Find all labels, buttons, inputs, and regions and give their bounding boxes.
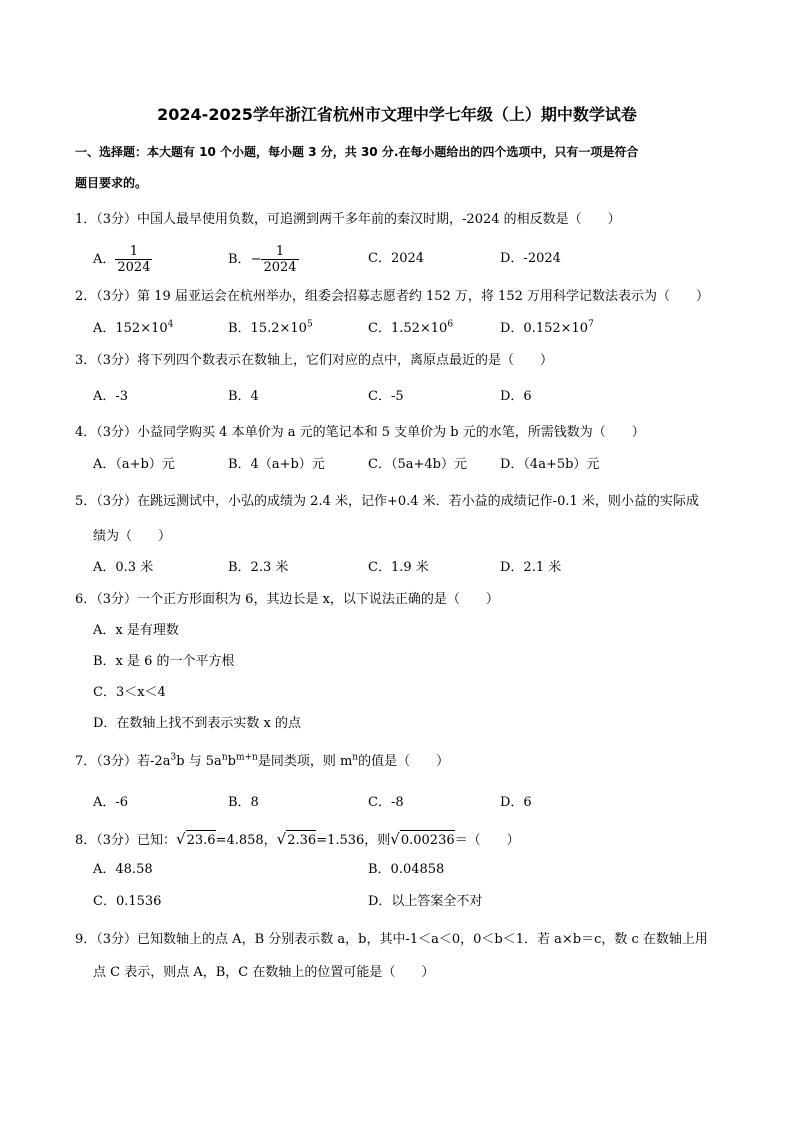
question-3-option-c: C．-5	[368, 389, 404, 404]
fraction: $\frac{1}{2024}$	[263, 244, 297, 275]
radical-sign: √	[390, 830, 400, 848]
question-9-stem-line2: 点 C 表示，则点 A，B，C 在数轴上的位置可能是（ ）	[93, 965, 435, 980]
radical-sign: √	[276, 830, 287, 848]
question-8-option-a: A．48.58	[93, 862, 153, 877]
radicand: 2.36	[286, 830, 316, 851]
question-1-option-b: B．− $\frac{1}{2024}$	[228, 244, 297, 275]
question-3-option-a: A．-3	[93, 389, 129, 404]
question-8-option-d: D．以上答案全不对	[368, 894, 483, 909]
question-7-option-b: B．8	[228, 795, 259, 810]
question-8-option-b: B．0.04858	[368, 862, 445, 877]
question-7-stem: 7．（3分）若$-2a^3b$ 与 $5a^nb^{m+n}$是同类项，则 $m^n$的值是（ ）	[75, 752, 450, 769]
question-4-option-c: C．（5a+4b）元	[368, 457, 467, 472]
question-3-option-d: D．6	[500, 389, 532, 404]
question-5-option-a: A．0.3 米	[93, 560, 154, 575]
section-heading-line1: 一、选择题：本大题有 10 个小题，每小题 3 分，共 30 分.在每小题给出的四个选项中，只有一项是符合	[75, 145, 639, 159]
question-6-stem: 6．（3分）一个正方形面积为 6，其边长是 x，以下说法正确的是（ ）	[75, 592, 499, 607]
radical-sign: √	[176, 830, 186, 848]
question-4-option-d: D．（4a+5b）元	[500, 457, 600, 472]
question-2-option-c: C．$1.52\times 10^6$	[368, 319, 454, 336]
question-7-option-c: C．-8	[368, 795, 404, 810]
question-2-option-d: D．$0.152\times 10^7$	[500, 319, 594, 336]
question-8-stem: 8．（3分）已知：√23.6=4.858，√2.36=1.536，则√0.00236＝（ ）	[75, 829, 725, 851]
question-5-option-d: D．2.1 米	[500, 560, 562, 575]
question-2-stem: 2．（3分）第 19 届亚运会在杭州举办，组委会招募志愿者约 152 万，将 152 万用科学记数法表示为（ ）	[75, 289, 710, 304]
exam-title: 2024-2025学年浙江省杭州市文理中学七年级（上）期中数学试卷	[157, 105, 637, 124]
question-9-stem-line1: 9．（3分）已知数轴上的点 A，B 分别表示数 a，b，其中-1＜a＜0，0＜b＜1．若 a×b＝c，数 c 在数轴上用	[75, 932, 708, 947]
question-2-option-b: B．$15.2\times 10^5$	[228, 319, 313, 336]
question-2-option-a: A．$152\times 10^4$	[93, 319, 174, 336]
radicand: 23.6	[186, 830, 216, 851]
question-6-option-d: D．在数轴上找不到表示实数 x 的点	[93, 716, 302, 731]
question-8-option-c: C．0.1536	[93, 894, 162, 909]
question-7-option-d: D．6	[500, 795, 532, 810]
question-5-stem-line2: 绩为（ ）	[93, 529, 172, 544]
question-7-option-a: A．-6	[93, 795, 129, 810]
question-6-option-b: B．x 是 6 的一个平方根	[93, 654, 235, 669]
question-3-stem: 3．（3分）将下列四个数表示在数轴上，它们对应的点中，离原点最近的是（ ）	[75, 353, 554, 368]
question-6-option-a: A．x 是有理数	[93, 623, 179, 638]
question-5-option-c: C．1.9 米	[368, 560, 429, 575]
question-5-option-b: B．2.3 米	[228, 560, 289, 575]
question-1-option-a: A． $\frac{1}{2024}$	[93, 244, 151, 275]
question-4-stem: 4．（3分）小益同学购买 4 本单价为 a 元的笔记本和 5 支单价为 b 元的水笔，所需钱数为（ ）	[75, 425, 645, 440]
question-5-stem-line1: 5．（3分）在跳远测试中，小弘的成绩为 2.4 米，记作+0.4 米．若小益的成绩记作-0.1 米，则小益的实际成	[75, 494, 699, 509]
question-1-option-c: C．2024	[368, 251, 425, 266]
question-4-option-a: A．（a+b）元	[93, 457, 175, 472]
radicand: 0.00236	[400, 830, 455, 851]
section-heading-line2: 题目要求的。	[75, 176, 148, 190]
question-1-option-d: D．-2024	[500, 251, 561, 266]
question-3-option-b: B．4	[228, 389, 259, 404]
fraction: $\frac{1}{2024}$	[117, 244, 151, 275]
question-4-option-b: B．4（a+b）元	[228, 457, 325, 472]
question-6-option-c: C．3＜x＜4	[93, 685, 166, 700]
question-1-stem: 1．（3分）中国人最早使用负数，可追溯到两千多年前的秦汉时期，-2024 的相反数是（ ）	[75, 212, 621, 227]
